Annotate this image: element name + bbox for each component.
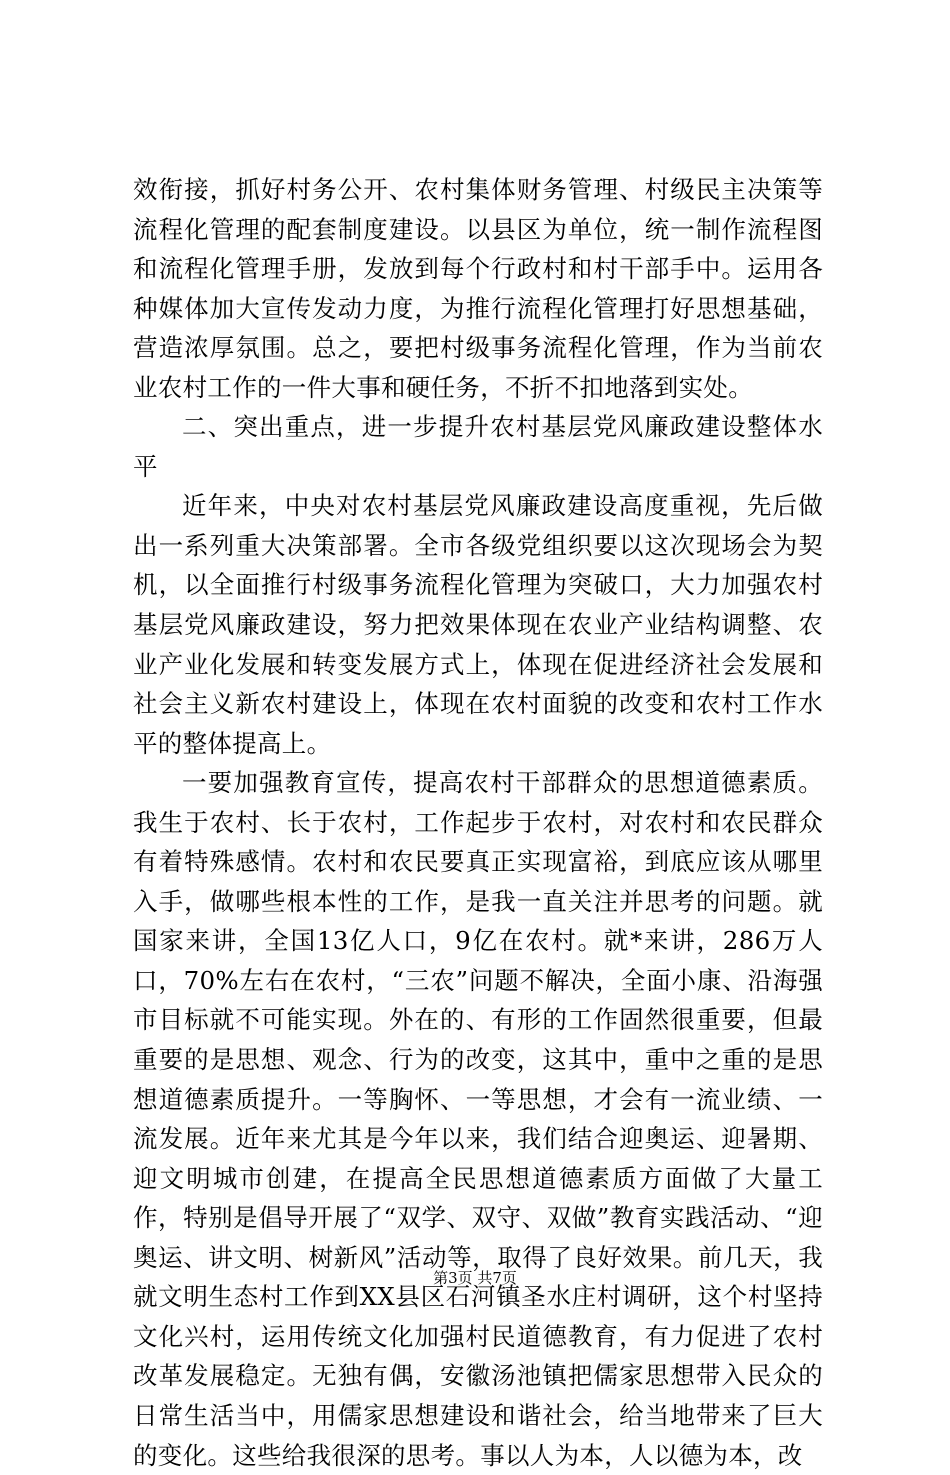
section-heading: 二、突出重点，进一步提升农村基层党风廉政建设整体水平 bbox=[133, 412, 823, 481]
paragraph-2: 近年来，中央对农村基层党风廉政建设高度重视，先后做出一系列重大决策部署。全市各级党组织要以这次现场会为契机，以全面推行村级事务流程化管理为突破口，大力加强农村基层党风廉政建设，努力把效果体现在农业产业结构调整、农业产业化发展和转变发展方式上，体现在促进经济社会发展和社会主义新农村建设上，体现在农村面貌的改变和农村工作水平的整体提高上。 bbox=[133, 491, 823, 758]
paragraph-3: 一要加强教育宣传，提高农村干部群众的思想道德素质。我生于农村、长于农村，工作起步于农村，对农村和农民群众有着特殊感情。农村和农民要真正实现富裕，到底应该从哪里入手，做哪些根本性的工作，是我一直关注并思考的问题。就国家来讲，全国13亿人口，9亿在农村。就*来讲，286万人口，70%左右在农村，“三农”问题不解决，全面小康、沿海强市目标就不可能实现。外在的、有形的工作固然很重要，但最重要的是思想、观念、行为的改变，这其中，重中之重的是思想道德素质提升。一等胸怀、一等思想，才会有一流业绩、一流发展。近年来尤其是今年以来，我们结合迎奥运、迎暑期、迎文明城市创建，在提高全民思想道德素质方面做了大量工作，特别是倡导开展了“双学、双守、双做”教育实践活动、“迎奥运、讲文明、树新风”活动等，取得了良好效果。前几天，我就文明生态村工作到XX县区石河镇圣水庄村调研，这个村坚持文化兴村，运用传统文化加强村民道德教育，有力促进了农村改革发展稳定。无独有偶，安徽汤池镇把儒家思想带入民众的日常生活当中，用儒家思想建设和谐社会，给当地带来了巨大的变化。这些给我很深的思考。事以人为本，人以德为本，改 bbox=[133, 768, 823, 1470]
paragraph-1: 效衔接，抓好村务公开、农村集体财务管理、村级民主决策等流程化管理的配套制度建设。以县区为单位，统一制作流程图和流程化管理手册，发放到每个行政村和村干部手中。运用各种媒体加大宣传发动力度，为推行流程化管理打好思想基础，营造浓厚氛围。总之，要把村级事务流程化管理，作为当前农业农村工作的一件大事和硬任务，不折不扣地落到实处。 bbox=[133, 175, 823, 402]
page-number-footer: 第3页 共7页 bbox=[433, 1269, 517, 1287]
